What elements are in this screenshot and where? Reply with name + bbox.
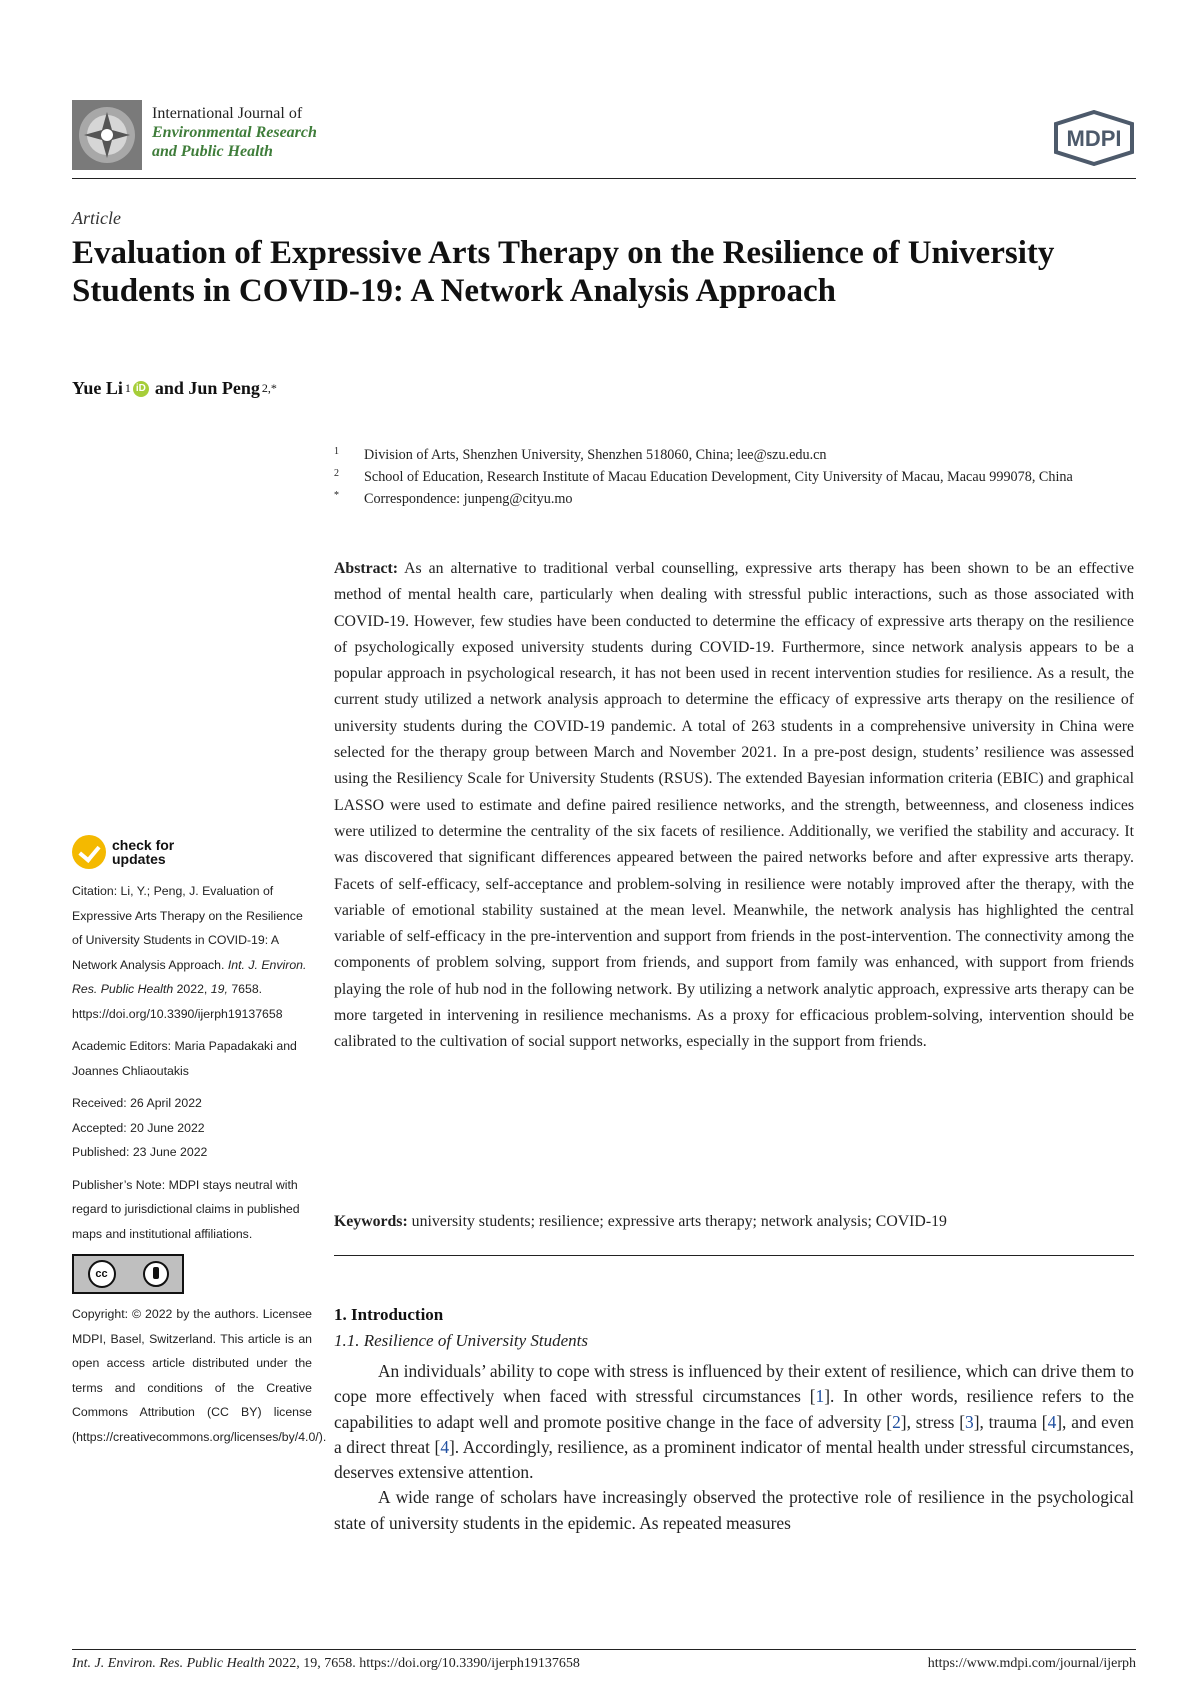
citation-block <box>72 879 312 1026</box>
check-for-updates-button[interactable] <box>72 835 312 869</box>
dates-block <box>72 1091 312 1165</box>
received-date: Received: 26 April 2022 <box>72 1096 202 1110</box>
affiliation-mark: 2 <box>334 468 339 479</box>
affiliation-mark: 1 <box>334 446 339 457</box>
mdpi-logo <box>1052 110 1136 166</box>
orcid-icon[interactable]: iD <box>133 381 149 397</box>
affiliation-item <box>334 488 1134 510</box>
author-name: Jun Peng <box>188 378 260 398</box>
keywords-text: university students; resilience; expressive arts therapy; network analysis; COVID-19 <box>411 1213 947 1230</box>
citation-journal: Int. J. Environ. Res. Public Health <box>72 957 307 996</box>
check-for-updates-label <box>112 838 174 866</box>
header-divider <box>72 178 1136 179</box>
paragraph-text: ]. Accordingly, resilience, as a prominent indicator of mental health under stressful circumstances, deserves extensive attention. <box>334 1436 1134 1483</box>
author-joiner: and <box>154 378 184 398</box>
keywords-divider <box>334 1255 1134 1256</box>
check-for-updates-line2: updates <box>112 851 166 867</box>
keywords <box>334 1211 1134 1233</box>
journal-name <box>152 104 317 161</box>
abstract <box>334 556 1134 1056</box>
author-affiliation-mark: 2,* <box>261 381 277 395</box>
paragraph-text: ]. In other words, resilience refers to the capabilities to adapt well and promote positive change in the face of adversity [ <box>334 1386 1135 1432</box>
affiliation-text: Correspondence: junpeng@cityu.mo <box>364 491 573 507</box>
journal-name-line2: Environmental Research <box>152 124 317 141</box>
check-for-updates-line1: check for <box>112 837 175 853</box>
author-affiliation-mark: 1 <box>124 381 131 395</box>
by-attribution-icon <box>143 1261 169 1287</box>
check-mark-icon <box>72 835 106 869</box>
keywords-label: Keywords: <box>334 1213 408 1230</box>
author-list <box>72 378 277 399</box>
cc-by-license-icon[interactable] <box>72 1254 184 1294</box>
footer-journal-abbr: Int. J. Environ. Res. Public Health <box>72 1656 265 1671</box>
abstract-label: Abstract: <box>334 560 399 577</box>
article-title: Evaluation of Expressive Arts Therapy on the Resilience of University Students in COVID-19: A Network Analysis Approach <box>72 235 1055 309</box>
citation-year: 2022, <box>176 982 208 996</box>
journal-name-line1: International Journal of <box>152 105 303 122</box>
affiliation-item <box>334 444 1134 466</box>
footer-journal-url[interactable]: https://www.mdpi.com/journal/ijerph <box>927 1656 1136 1671</box>
affiliation-text: School of Education, Research Institute of Macau Education Development, City University of Macau, Macau 999078, China <box>364 469 1073 485</box>
affiliation-item <box>334 466 1134 488</box>
introduction-body <box>334 1359 1134 1536</box>
citation-link[interactable]: 3 <box>965 1411 974 1432</box>
cc-icon: cc <box>88 1260 116 1288</box>
paragraph: A wide range of scholars have increasingly observed the protective role of resilience in the psychological state of university students in the epidemic. As repeated measures <box>334 1487 1134 1533</box>
paragraph-text: ], and even a direct threat [ <box>334 1411 1134 1457</box>
publisher-note: Publisher’s Note: MDPI stays neutral with regard to jurisdictional claims in published maps and institutional affiliations. <box>72 1177 300 1241</box>
journal-header <box>72 100 1136 180</box>
paragraph-text: ], trauma [ <box>973 1411 1048 1432</box>
citation-link[interactable]: 2 <box>892 1411 901 1432</box>
footer-citation-tail[interactable]: 2022, 19, 7658. https://doi.org/10.3390/ijerph19137658 <box>268 1656 580 1671</box>
citation-link[interactable]: 4 <box>440 1436 450 1457</box>
affiliation-text: Division of Arts, Shenzhen University, Shenzhen 518060, China; lee@szu.edu.cn <box>364 447 827 463</box>
academic-editors: Academic Editors: Maria Papadakaki and Joannes Chliaoutakis <box>72 1039 297 1078</box>
sidebar <box>72 835 327 1457</box>
footer-divider <box>72 1649 1136 1650</box>
citation-link[interactable]: 4 <box>1047 1411 1057 1432</box>
author-name: Yue Li <box>72 378 123 398</box>
subsection-heading: 1.1. Resilience of University Students <box>334 1331 588 1350</box>
article-type: Article <box>72 208 121 228</box>
paragraph-text: ], stress [ <box>900 1411 965 1432</box>
affiliations <box>334 444 1134 510</box>
mdpi-logo-text: MDPI <box>1066 126 1122 151</box>
abstract-text: As an alternative to traditional verbal counselling, expressive arts therapy has been shown to be an effective method of mental health care, particularly when dealing with stressful public interactions, such as those associated with COVID-19. However, few studies have been conducted to determine the efficacy of expressive arts therapy on the resilience of psychologically exposed university students during COVID-19. Furthermore, since network analysis appears to be a popular approach in psychological research, it has not been used in recent intervention studies for resilience. As a result, the current study utilized a network analysis approach to determine the efficacy of expressive arts therapy on the resilience of university students during the COVID-19 pandemic. A total of 263 students in a comprehensive university in China were selected for the therapy group between March and November 2021. In a pre-post design, students’ resilience was assessed using the Resiliency Scale for University Students (RSUS). The extended Bayesian information criteria (EBIC) and graphical LASSO were used to estimate and define paired resilience networks, and the strength, betweenness, and closeness indices were utilized to determine the centrality of the six facets of resilience. Additionally, we verified the stability and accuracy. It was discovered that significant differences appeared between the paired networks before and after expressive arts therapy. Facets of self-efficacy, self-acceptance and problem-solving in resilience were notably improved after the therapy, with the variable of emotional stability sustained at the mean level. Meanwhile, the network analysis has highlighted the central variable of self-efficacy in the pre-intervention and support from friends in the post-intervention. The connectivity among the components of problem solving, support from friends, and support from family was enhanced, with support from friends playing the role of hub nod in the following network. By utilizing a network analytic approach, expressive arts therapy can be more targeted in intervening in resilience mechanisms. As a proxy for efficacious problem-solving, intervention should be calibrated to the cultivation of social support networks, especially in the support from friends. <box>334 560 1135 1051</box>
citation-doi[interactable]: 7658. https://doi.org/10.3390/ijerph19137658 <box>72 982 283 1021</box>
copyright-notice: Copyright: © 2022 by the authors. Licensee MDPI, Basel, Switzerland. This article is an open access article distributed under the terms and conditions of the Creative Commons Attribution (CC BY) license (https://creativecommons.org/licenses/by/4.0/). <box>72 1307 327 1444</box>
journal-name-line3: and Public Health <box>152 143 273 160</box>
accepted-date: Accepted: 20 June 2022 <box>72 1120 205 1135</box>
citation-link[interactable]: 1 <box>815 1386 825 1407</box>
affiliation-mark: * <box>334 490 339 501</box>
footer-citation <box>72 1656 580 1672</box>
citation-text: Citation: Li, Y.; Peng, J. Evaluation of Expressive Arts Therapy on the Resilience of University Students in COVID-19: A Network Analysis Approach. <box>72 884 303 972</box>
section-heading: 1. Introduction <box>334 1305 444 1324</box>
journal-logo <box>72 100 142 170</box>
citation-volume: 19, <box>210 982 228 996</box>
paragraph-text: An individuals’ ability to cope with stress is influenced by their extent of resilience, which can drive them to cope more effectively when faced with stressful circumstances [ <box>334 1361 1134 1407</box>
paragraph <box>334 1359 1134 1485</box>
published-date: Published: 23 June 2022 <box>72 1145 208 1159</box>
